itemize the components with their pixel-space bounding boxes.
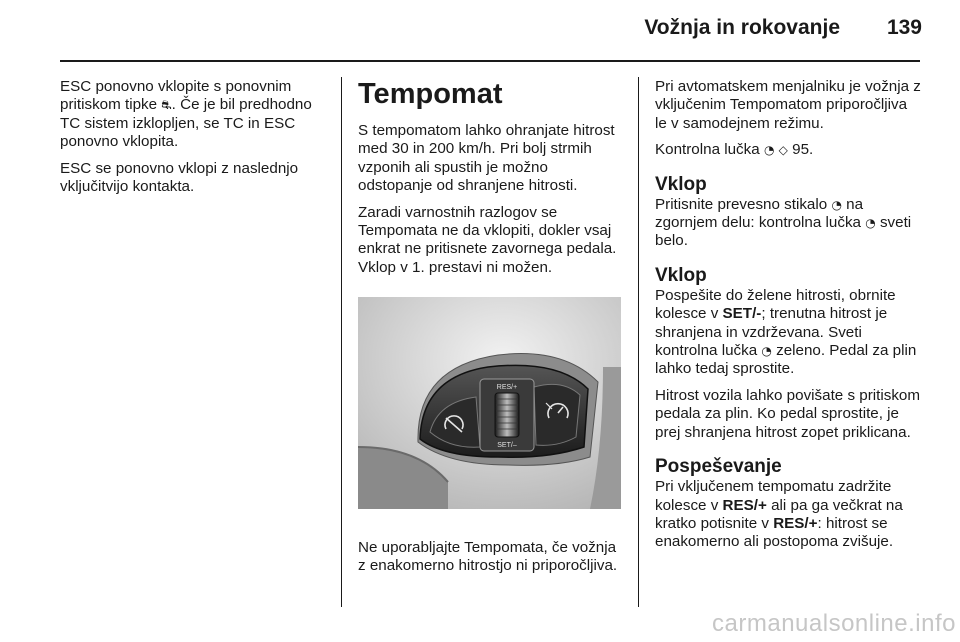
section-title: Tempomat bbox=[358, 78, 503, 110]
cruise-control-icon: ◔ bbox=[865, 216, 876, 231]
page-header-title: Vožnja in rokovanje bbox=[644, 16, 840, 39]
page-number: 139 bbox=[886, 16, 922, 39]
column-left bbox=[60, 78, 330, 204]
esc-paragraph-1: ESC ponovno vklopite s ponovnim pritiskom tipke ⛐. Če je bil predhodno TC sistem izklopljen, se TC in ESC ponovno vklopita. bbox=[60, 78, 312, 151]
cruise-control-icon: ◔ bbox=[761, 344, 772, 359]
res-label: RES/+ bbox=[496, 384, 518, 392]
header-divider bbox=[60, 60, 920, 62]
pospesevanje-paragraph: Pri vključenem tempomatu zadržite kolesce v RES/+ ali pa ga večkrat na kratko potisnite v RES/+: hitrost se enakomerno ali postopoma zvišuje. bbox=[655, 478, 903, 551]
tempomat-safety: Zaradi varnostnih razlogov se Tempomata ne da vklopiti, dokler vsaj enkrat ne pritisnete zavornega pedala. Vklop v 1. prestavi ni možen. bbox=[358, 203, 617, 276]
thumbwheel bbox=[495, 393, 519, 437]
column-right bbox=[655, 78, 923, 560]
heading-pospesevanje: Pospeševanje bbox=[655, 456, 782, 478]
esc-paragraph-2: ESC se ponovno vklopi z naslednjo vključitvijo kontakta. bbox=[60, 159, 299, 196]
tempomat-intro: S tempomatom lahko ohranjate hitrost med 30 in 200 km/h. Pri bolj strmih vzponih ali spustih je možno odstopanje od shranjene hitrosti. bbox=[358, 122, 615, 195]
column-divider-1 bbox=[341, 77, 342, 607]
set-label: SET/– bbox=[497, 442, 517, 450]
vklop-paragraph-1: Pritisnite prevesno stikalo ◔ na zgornjem delu: kontrolna lučka ◔ sveti belo. bbox=[655, 195, 912, 250]
watermark: carmanualsonline.info bbox=[712, 610, 956, 637]
speed-increase-paragraph: Hitrost vozila lahko povišate s pritiskom pedala za plin. Ko pedal sprostite, je prej shranjena hitrost zopet priklicana. bbox=[655, 386, 921, 441]
esc-off-icon: ⛐ bbox=[161, 98, 172, 113]
cruise-control-icon: ◔ bbox=[831, 197, 842, 212]
automatic-gearbox-note: Pri avtomatskem menjalniku je vožnja z vključenim Tempomatom priporočljiva le v samodejnem režimu. bbox=[655, 78, 921, 132]
cruise-control-icon: ◔ bbox=[763, 143, 775, 158]
column-middle bbox=[358, 78, 623, 583]
steering-wheel-controls-illustration bbox=[358, 297, 621, 509]
vklop-paragraph-2: Pospešite do želene hitrosti, obrnite kolesce v SET/-; trenutna hitrost je shranjena in vzdrževana. Sveti kontrolna lučka ◔ zeleno. Pedal za plin lahko tedaj sprostite. bbox=[655, 286, 917, 378]
tempomat-warning: Ne uporabljajte Tempomata, če vožnja z enakomerno hitrostjo ni priporočljiva. bbox=[358, 538, 618, 575]
heading-vklop-2: Vklop bbox=[655, 264, 707, 286]
indicator-reference: Kontrolna lučka ◔ ◇ 95. bbox=[655, 141, 814, 159]
reference-arrow-icon: ◇ bbox=[778, 143, 788, 158]
heading-vklop-1: Vklop bbox=[655, 173, 707, 195]
column-divider-2 bbox=[638, 77, 639, 607]
